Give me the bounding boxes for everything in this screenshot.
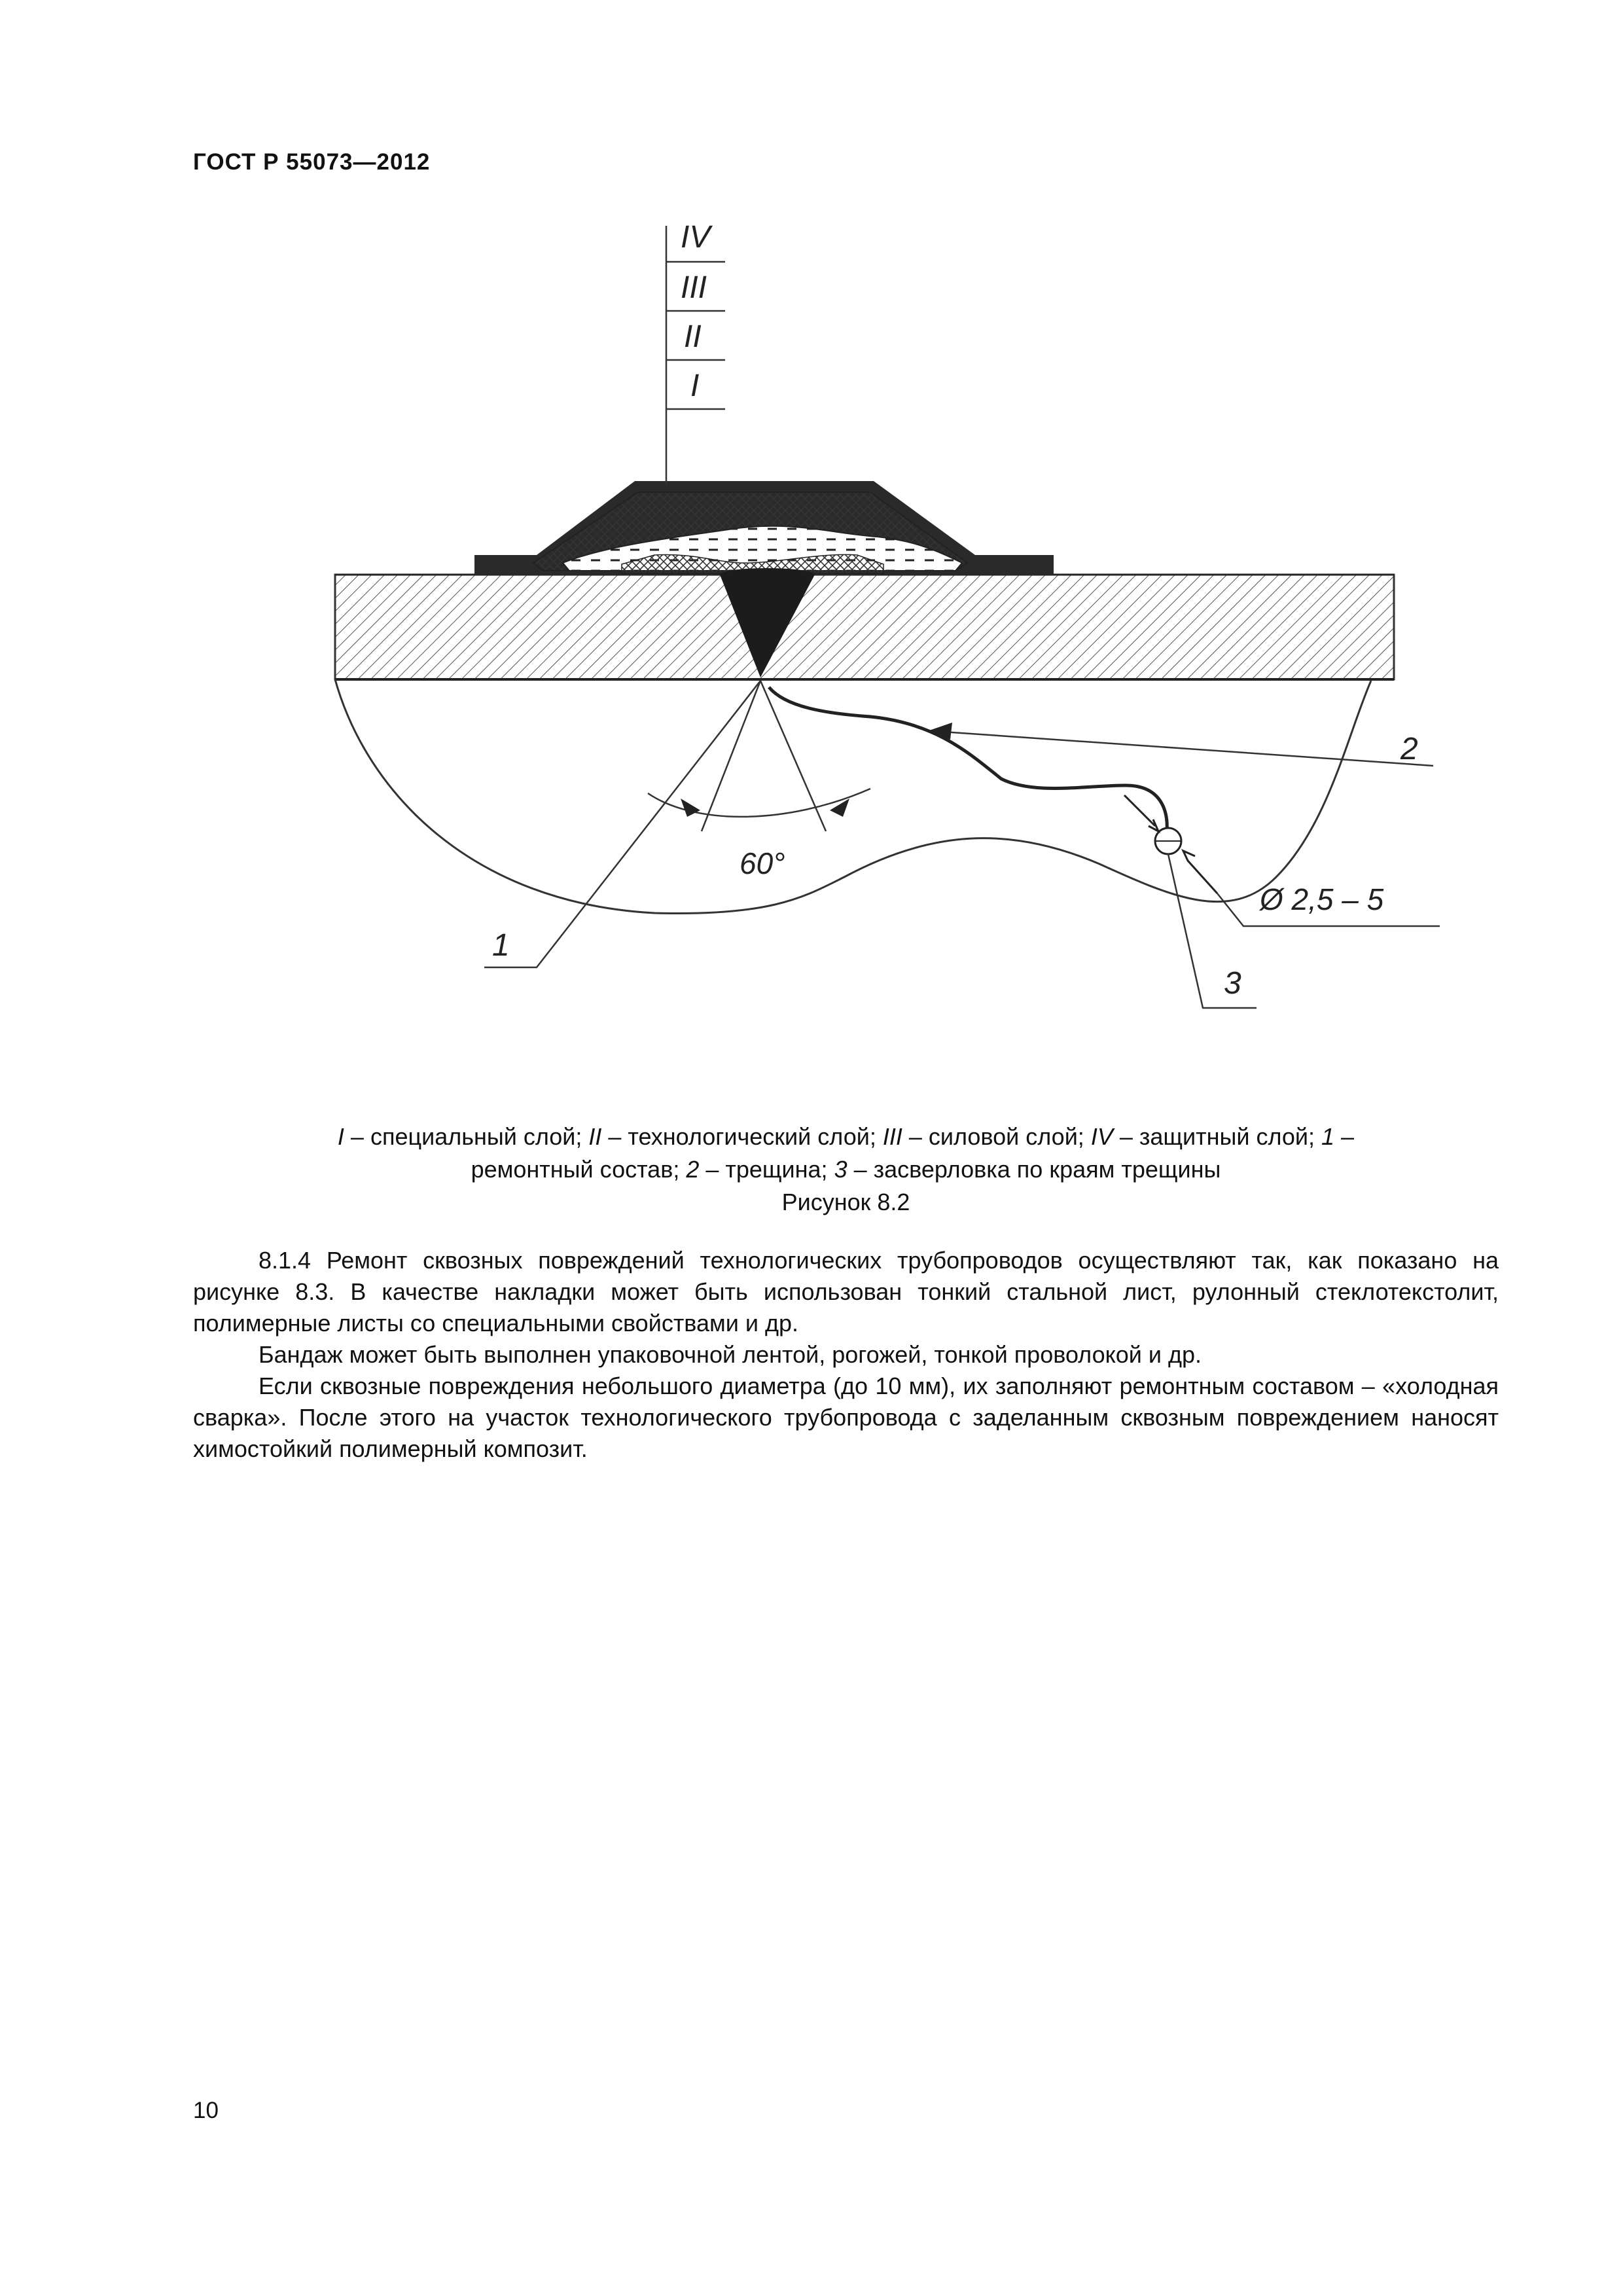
paragraph-8-1-4: 8.1.4 Ремонт сквозных повреждений технологических трубопроводов осуществляют так, как показано на рисунке 8.3. В качестве накладки может быть использован тонкий стальной лист, рулонный стеклотекстолит, полимерные листы со специальными свойствами и др.	[193, 1247, 1499, 1336]
callout-2-leader	[942, 732, 1433, 766]
caption-text: – силовой слой;	[902, 1123, 1091, 1150]
diameter-label: Ø 2,5 – 5	[1260, 882, 1384, 916]
caption-term: III	[882, 1123, 902, 1150]
callout-2-label: 2	[1400, 732, 1418, 766]
caption-text: ремонтный состав;	[471, 1156, 687, 1183]
caption-term: 2	[686, 1156, 700, 1183]
body-text	[193, 1245, 1499, 1465]
caption-term: 3	[834, 1156, 847, 1183]
caption-term: 1	[1321, 1123, 1335, 1150]
caption-term: I	[337, 1123, 344, 1150]
layer-label-stack	[666, 226, 725, 484]
arrowhead-left	[681, 798, 700, 817]
bandage-layers	[474, 481, 1054, 575]
caption-text: – специальный слой;	[344, 1123, 589, 1150]
callout-3-leader	[1168, 854, 1257, 1008]
diameter-arrow-top	[1124, 795, 1158, 831]
caption-term: IV	[1090, 1123, 1113, 1150]
caption-text: – засверловка по краям трещины	[847, 1156, 1221, 1183]
figure-caption	[193, 1121, 1499, 1219]
layer-label-ii: II	[684, 319, 702, 354]
pipe-wall	[335, 575, 1394, 679]
layer-label-iv: IV	[681, 220, 711, 255]
repair-diagram	[0, 0, 1623, 1047]
callout-1-label: 1	[492, 928, 510, 963]
callout-3-label: 3	[1224, 966, 1241, 1001]
page-number: 10	[193, 2098, 219, 2123]
crack-line	[769, 687, 1167, 831]
callout-1-leader	[484, 681, 760, 967]
figure-title: Рисунок 8.2	[781, 1189, 910, 1215]
document-header: ГОСТ Р 55073—2012	[193, 149, 431, 175]
diameter-arrow-bottom	[1183, 851, 1217, 893]
caption-term: II	[588, 1123, 602, 1150]
caption-line-2	[193, 1153, 1499, 1186]
caption-text: – защитный слой;	[1113, 1123, 1322, 1150]
caption-text: – технологический слой;	[601, 1123, 883, 1150]
paragraph-bandage: Бандаж может быть выполнен упаковочной лентой, рогожей, тонкой проволокой и др.	[259, 1341, 1202, 1368]
layer-label-i: I	[690, 368, 700, 403]
paragraph-cold-weld: Если сквозные повреждения небольшого диаметра (до 10 мм), их заполняют ремонтным составом – «холодная сварка». После этого на участок технологического трубопровода с заделанным сквозным повреждением наносят химостойкий полимерный композит.	[193, 1372, 1499, 1462]
layer-label-iii: III	[681, 270, 707, 305]
angle-label: 60°	[740, 846, 785, 880]
caption-line-1	[193, 1121, 1499, 1153]
caption-text: – трещина;	[699, 1156, 834, 1183]
caption-text: –	[1334, 1123, 1355, 1150]
